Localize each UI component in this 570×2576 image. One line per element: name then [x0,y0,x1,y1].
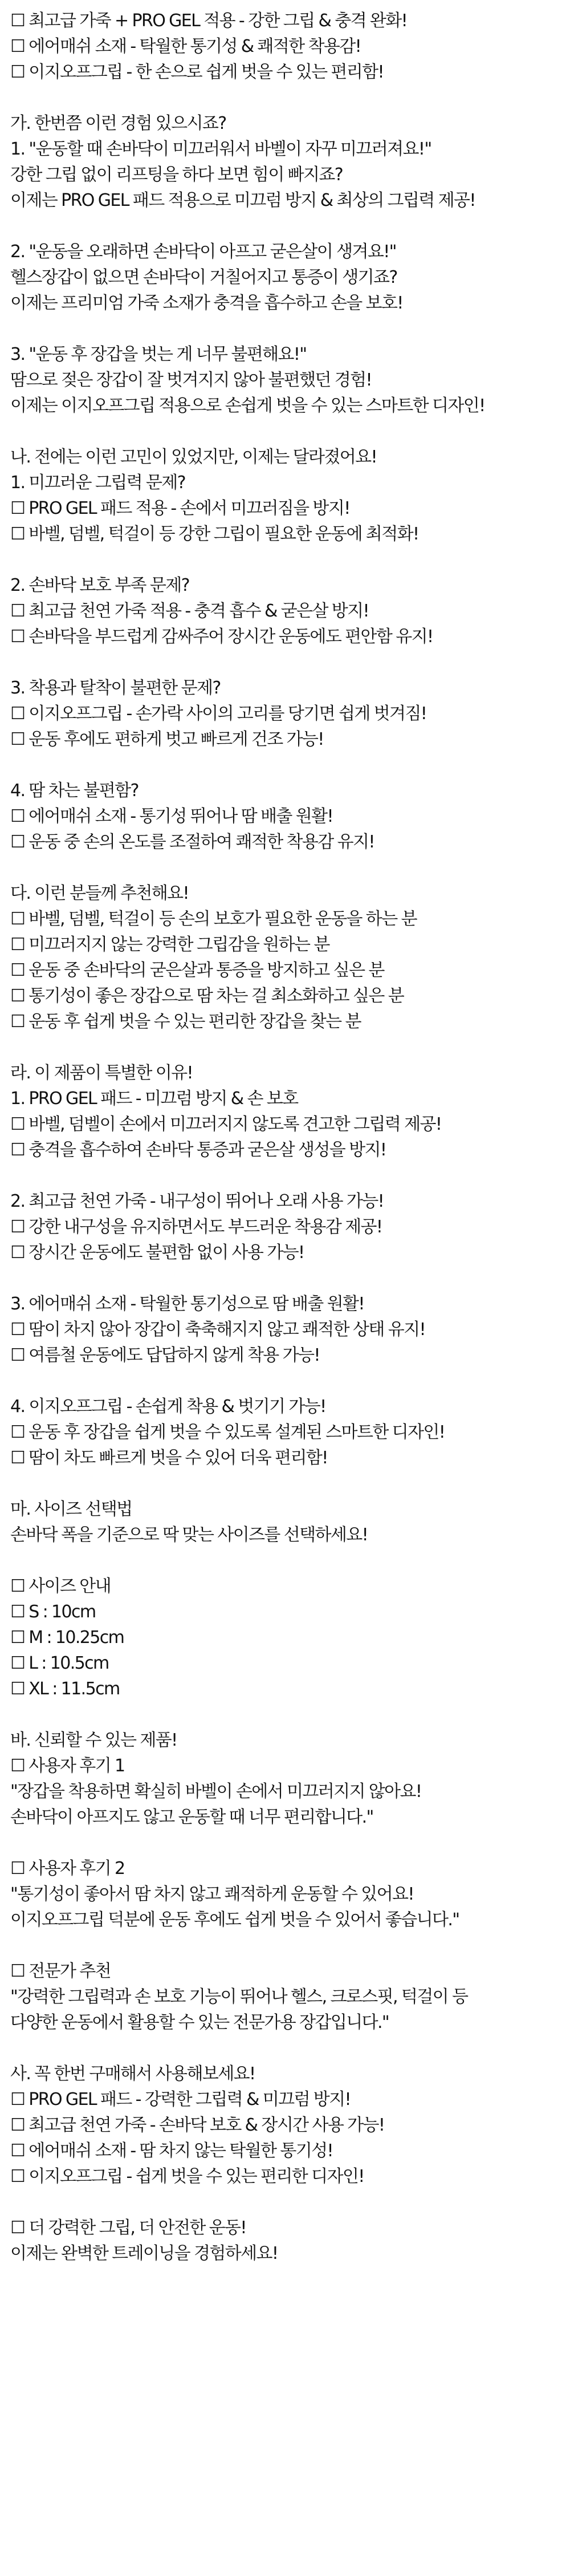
blank-line [10,316,570,342]
text-line: ☐ 장시간 운동에도 불편함 없이 사용 가능! [10,1243,304,1263]
text-line: ☐ 통기성이 좋은 장갑으로 땀 차는 걸 최소화하고 싶은 분 [10,986,404,1006]
text-line: ☐ 에어매쉬 소재 - 탁월한 통기성 & 쾌적한 착용감! [10,36,361,56]
text-line: 3. 착용과 탈착이 불편한 문제? [10,678,221,698]
text-line: ☐ 땀이 차도 빠르게 벗을 수 있어 더욱 편리함! [10,1448,328,1468]
text-line: 다양한 운동에서 활용할 수 있는 전문가용 장갑입니다." [10,2013,389,2033]
text-line: ☐ 미끄러지지 않는 강력한 그립감을 원하는 분 [10,935,329,955]
text-line: ☐ 바벨, 덤벨, 턱걸이 등 강한 그립이 필요한 운동에 최적화! [10,524,419,544]
text-line: ☐ L : 10.5cm [10,1653,109,1673]
text-line: ☐ M : 10.25cm [10,1628,124,1648]
text-line: ☐ 바벨, 덤벨, 턱걸이 등 손의 보호가 필요한 운동을 하는 분 [10,909,417,929]
text-line: ☐ 최고급 천연 가죽 적용 - 충격 흡수 & 굳은살 방지! [10,601,369,621]
blank-line [10,1702,570,1727]
text-line: 손바닥 폭을 기준으로 딱 맞는 사이즈를 선택하세요! [10,1525,368,1545]
text-line: 가. 한번쯤 이런 경험 있으시죠? [10,113,226,133]
text-line: 1. 미끄러운 그립력 문제? [10,473,185,493]
text-line: 1. "운동할 때 손바닥이 미끄러워서 바벨이 자꾸 미끄러져요!" [10,139,431,159]
blank-line [10,752,570,778]
text-line: 이제는 완벽한 트레이닝을 경험하세요! [10,2244,278,2263]
text-line: ☐ 손바닥을 부드럽게 감싸주어 장시간 운동에도 편안함 유지! [10,627,433,647]
text-line: 강한 그립 없이 리프팅을 하다 보면 힘이 빠지죠? [10,165,343,185]
text-line: 라. 이 제품이 특별한 이유! [10,1063,193,1083]
blank-line [10,1368,570,1394]
text-line: ☐ 이지오프그립 - 한 손으로 쉽게 벗을 수 있는 편리함! [10,62,384,82]
text-line: 2. 최고급 천연 가죽 - 내구성이 뛰어나 오래 사용 가능! [10,1191,384,1211]
text-line: "장갑을 착용하면 확실히 바벨이 손에서 미끄러지지 않아요! [10,1782,422,1802]
text-line: 4. 이지오프그립 - 손쉽게 착용 & 벗기기 가능! [10,1397,326,1417]
text-line: 이지오프그립 덕분에 운동 후에도 쉽게 벗을 수 있어서 좋습니다." [10,1910,459,1930]
blank-line [10,85,570,111]
text-line: 다. 이런 분들께 추천해요! [10,883,189,903]
blank-line [10,1265,570,1291]
blank-line [10,213,570,239]
text-line: 3. 에어매쉬 소재 - 탁월한 통기성으로 땀 배출 원활! [10,1294,364,1314]
text-line: ☐ 강한 내구성을 유지하면서도 부드러운 착용감 제공! [10,1217,382,1237]
text-line: ☐ 이지오프그립 - 손가락 사이의 고리를 당기면 쉽게 벗겨짐! [10,704,427,724]
blank-line [10,650,570,675]
text-line: ☐ 충격을 흡수하여 손바닥 통증과 굳은살 생성을 방지! [10,1140,386,1160]
text-line: 이제는 PRO GEL 패드 적용으로 미끄럼 방지 & 최상의 그립력 제공! [10,190,475,210]
text-line: ☐ 운동 후 쉽게 벗을 수 있는 편리한 장갑을 찾는 분 [10,1012,361,1032]
blank-line [10,1035,570,1060]
blank-line [10,1933,570,1958]
text-line: ☐ 운동 후에도 편하게 벗고 빠르게 건조 가능! [10,729,324,749]
text-line: 1. PRO GEL 패드 - 미끄럼 방지 & 손 보호 [10,1089,298,1109]
text-line: 손바닥이 아프지도 않고 운동할 때 너무 편리합니다." [10,1807,373,1827]
blank-line [10,547,570,573]
text-line: 마. 사이즈 선택법 [10,1499,132,1519]
text-line: 헬스장갑이 없으면 손바닥이 거칠어지고 통증이 생기죠? [10,267,397,287]
text-line: ☐ 최고급 가죽 + PRO GEL 적용 - 강한 그립 & 충격 완화! [10,11,408,31]
text-line: 이제는 프리미엄 가죽 소재가 충격을 흡수하고 손을 보호! [10,293,403,313]
text-line: ☐ 땀이 차지 않아 장갑이 축축해지지 않고 쾌적한 상태 유지! [10,1320,425,1340]
text-line: ☐ S : 10cm [10,1602,96,1622]
text-line: 바. 신뢰할 수 있는 제품! [10,1730,177,1750]
blank-line [10,419,570,444]
text-line: ☐ 운동 후 장갑을 쉽게 벗을 수 있도록 설계된 스마트한 디자인! [10,1422,445,1442]
text-line: 2. 손바닥 보호 부족 문제? [10,575,189,595]
blank-line [10,1830,570,1856]
text-line: ☐ 더 강력한 그립, 더 안전한 운동! [10,2218,246,2238]
text-line: ☐ 사용자 후기 2 [10,1859,125,1879]
text-line: ☐ 여름철 운동에도 답답하지 않게 착용 가능! [10,1345,320,1365]
text-line: ☐ PRO GEL 패드 적용 - 손에서 미끄러짐을 방지! [10,498,350,518]
text-line: ☐ 전문가 추천 [10,1961,111,1981]
text-line: ☐ XL : 11.5cm [10,1679,120,1699]
text-line: ☐ 에어매쉬 소재 - 땀 차지 않는 탁월한 통기성! [10,2141,333,2161]
text-line: ☐ 이지오프그립 - 쉽게 벗을 수 있는 편리한 디자인! [10,2167,364,2186]
blank-line [10,1471,570,1496]
blank-line [10,2189,570,2215]
text-line: ☐ 사이즈 안내 [10,1576,111,1596]
text-line: "통기성이 좋아서 땀 차지 않고 쾌적하게 운동할 수 있어요! [10,1884,414,1904]
text-line: "강력한 그립력과 손 보호 기능이 뛰어나 헬스, 크로스핏, 턱걸이 등 [10,1987,468,2007]
text-line: 사. 꼭 한번 구매해서 사용해보세요! [10,2064,255,2084]
blank-line [10,2035,570,2061]
text-line: ☐ 에어매쉬 소재 - 통기성 뛰어나 땀 배출 원활! [10,806,333,826]
text-line: ☐ 운동 중 손바닥의 굳은살과 통증을 방지하고 싶은 분 [10,960,384,980]
blank-line [10,855,570,881]
blank-line [10,1163,570,1188]
text-line: 이제는 이지오프그립 적용으로 손쉽게 벗을 수 있는 스마트한 디자인! [10,396,485,416]
text-line: ☐ PRO GEL 패드 - 강력한 그립력 & 미끄럼 방지! [10,2090,351,2110]
blank-line [10,1548,570,1573]
text-line: 2. "운동을 오래하면 손바닥이 아프고 굳은살이 생겨요!" [10,242,396,262]
text-line: ☐ 최고급 천연 가죽 - 손바닥 보호 & 장시간 사용 가능! [10,2115,385,2135]
text-line: 3. "운동 후 장갑을 벗는 게 너무 불편해요!" [10,344,307,364]
text-line: 땀으로 젖은 장갑이 잘 벗겨지지 않아 불편했던 경험! [10,370,372,390]
text-line: ☐ 바벨, 덤벨이 손에서 미끄러지지 않도록 견고한 그립력 제공! [10,1114,442,1134]
text-line: ☐ 사용자 후기 1 [10,1756,125,1776]
text-line: 나. 전에는 이런 고민이 있었지만, 이제는 달라졌어요! [10,447,377,467]
text-line: ☐ 운동 중 손의 온도를 조절하여 쾌적한 착용감 유지! [10,832,374,852]
text-line: 4. 땀 차는 불편함? [10,781,139,801]
